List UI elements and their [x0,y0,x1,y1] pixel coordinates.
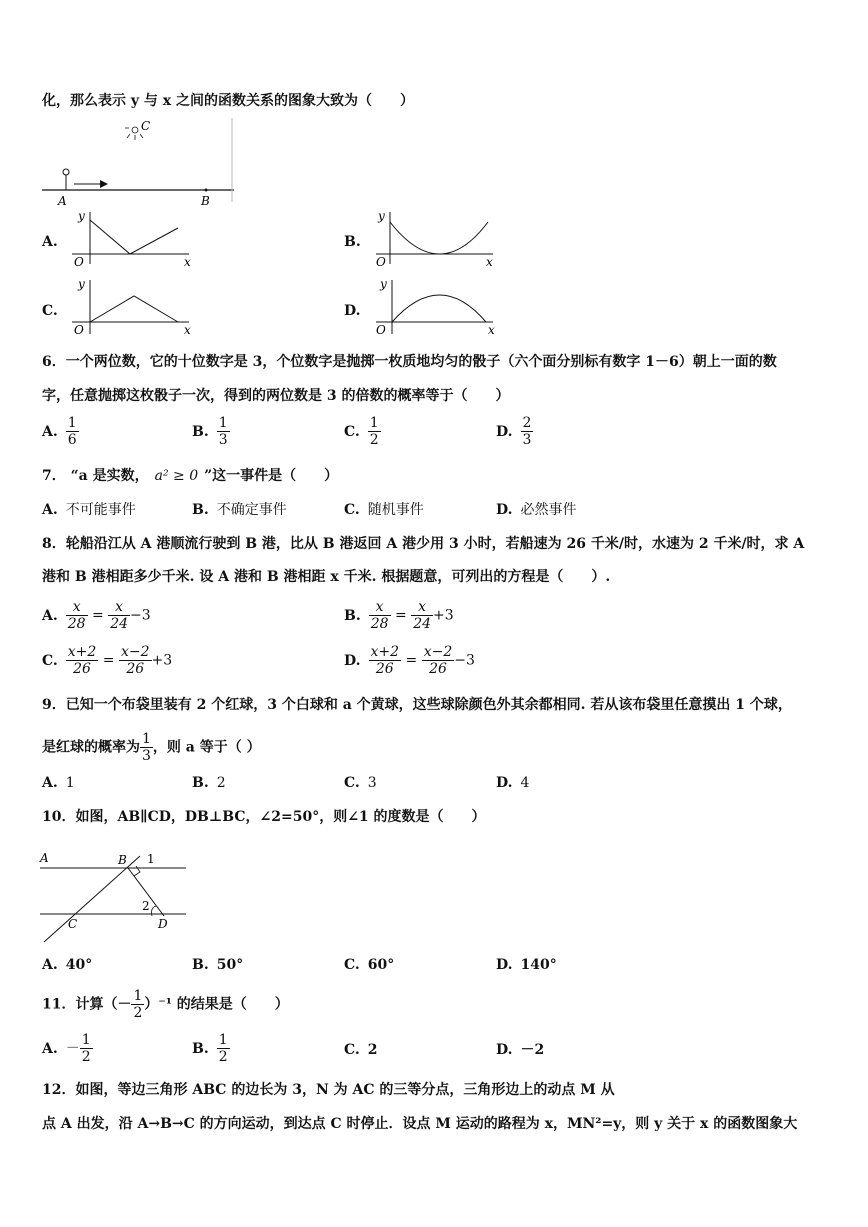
q8-line2: 港和 B 港相距多少千米. 设 A 港和 B 港相距 x 千米. 根据题意，可列出的方程是（ ）. [42,569,611,585]
q5-option-c-letter[interactable]: C. [42,303,58,319]
svg-text:C: C [68,917,78,931]
svg-text:O: O [74,323,84,337]
q7-option-b[interactable]: B. 不确定事件 [192,502,287,518]
q5-option-b-letter[interactable]: B. [344,234,361,250]
svg-text:y: y [78,209,85,223]
svg-text:O: O [74,255,84,269]
point-a-label: A [58,194,67,208]
svg-text:2: 2 [142,899,150,913]
light-label-c: C [141,119,151,133]
q8-line1: 8．轮船沿江从 A 港顺流行驶到 B 港，比从 B 港返回 A 港少用 3 小时，若船速为 26 千米/时，水速为 2 千米/时，求 A [42,536,805,552]
q6-option-b[interactable]: B. $\frac{1}{3}$ [192,415,228,448]
q9-option-a[interactable]: A. 1 [42,775,75,791]
q8-option-b[interactable]: B. $\frac{x}{28}$ = $\frac{x}{24}$ +3 [344,599,454,632]
q11-option-d[interactable]: D. －2 [496,1042,545,1058]
q5-graph-c [64,276,194,336]
q7-question: 7． “a 是实数， a² ≥ 0 ”这一事件是（ ） [42,468,339,484]
q12-line2: 点 A 出发，沿 A→B→C 的方向运动，到达点 C 时停止．设点 M 运动的路程为 x，MN²=y，则 y 关于 x 的函数图象大 [42,1116,798,1132]
q9-option-b[interactable]: B. 2 [192,775,226,791]
q5-graph-b [368,208,498,268]
q10-option-b[interactable]: B. 50° [192,957,244,973]
q11-option-a[interactable]: A. － $\frac{1}{2}$ [42,1032,91,1065]
q11-question: 11．计算（－ $\frac{1}{2}$ ）⁻¹ 的结果是（ ） [42,988,289,1021]
q8-option-c[interactable]: C. $\frac{x+2}{26}$ = $\frac{x-2}{26}$ +3 [42,644,173,677]
q7-option-a[interactable]: A. 不可能事件 [42,502,136,518]
q12-line1: 12．如图，等边三角形 ABC 的边长为 3，N 为 AC 的三等分点，三角形边上的动点 M 从 [42,1082,615,1098]
q11-option-b[interactable]: B. $\frac{1}{2}$ [192,1032,228,1065]
svg-text:y: y [378,209,385,223]
q8-option-a[interactable]: A. $\frac{x}{28}$ = $\frac{x}{24}$ −3 [42,599,151,632]
svg-text:x: x [184,255,191,269]
q6-option-c[interactable]: C. $\frac{1}{2}$ [344,415,379,448]
svg-text:O: O [376,255,386,269]
q6-line1: 6．一个两位数，它的十位数字是 3，个位数字是抛掷一枚质地均匀的骰子（六个面分别标有数字 1－6）朝上一面的数 [42,354,777,370]
q6-line2: 字，任意抛掷这枚骰子一次，得到的两位数是 3 的倍数的概率等于（ ） [42,388,510,404]
svg-text:B: B [118,853,127,867]
q5-graph-d [368,276,498,336]
q10-figure [40,838,190,948]
q7-option-d[interactable]: D. 必然事件 [496,502,577,518]
q5-option-d-letter[interactable]: D. [344,303,361,319]
q6-option-a[interactable]: A. $\frac{1}{6}$ [42,415,77,448]
q9-line2: 是红球的概率为 $\frac{1}{3}$ ，则 a 等于（ ） [42,731,261,764]
point-b-label: B [201,194,210,208]
q5-figure-street [40,116,240,208]
svg-text:y: y [78,277,85,291]
svg-text:y: y [380,277,387,291]
q9-line1: 9．已知一个布袋里装有 2 个红球，3 个白球和 a 个黄球，这些球除颜色外其余都相同. 若从该布袋里任意摸出 1 个球， [42,697,792,713]
svg-text:x: x [486,255,493,269]
q10-option-d[interactable]: D. 140° [496,957,557,973]
q5-graph-a [64,208,194,268]
q5-tail-text: 化，那么表示 y 与 x 之间的函数关系的图象大致为（ ） [42,93,414,109]
q11-option-c[interactable]: C. 2 [344,1042,378,1058]
q10-option-a[interactable]: A. 40° [42,957,93,973]
q6-option-d[interactable]: D. $\frac{2}{3}$ [496,415,532,448]
svg-text:O: O [376,323,386,337]
q9-option-d[interactable]: D. 4 [496,775,530,791]
q5-option-a-letter[interactable]: A. [42,234,58,250]
q10-line1: 10．如图，AB∥CD，DB⊥BC，∠2=50°，则∠1 的度数是（ ） [42,809,486,825]
q9-option-c[interactable]: C. 3 [344,775,377,791]
q7-option-c[interactable]: C. 随机事件 [344,502,424,518]
svg-text:x: x [488,323,495,337]
svg-text:x: x [184,323,191,337]
q10-option-c[interactable]: C. 60° [344,957,395,973]
svg-text:D: D [158,917,168,931]
svg-text:A: A [40,851,49,865]
svg-text:1: 1 [147,852,155,866]
q8-option-d[interactable]: D. $\frac{x+2}{26}$ = $\frac{x-2}{26}$ −3 [344,644,475,677]
